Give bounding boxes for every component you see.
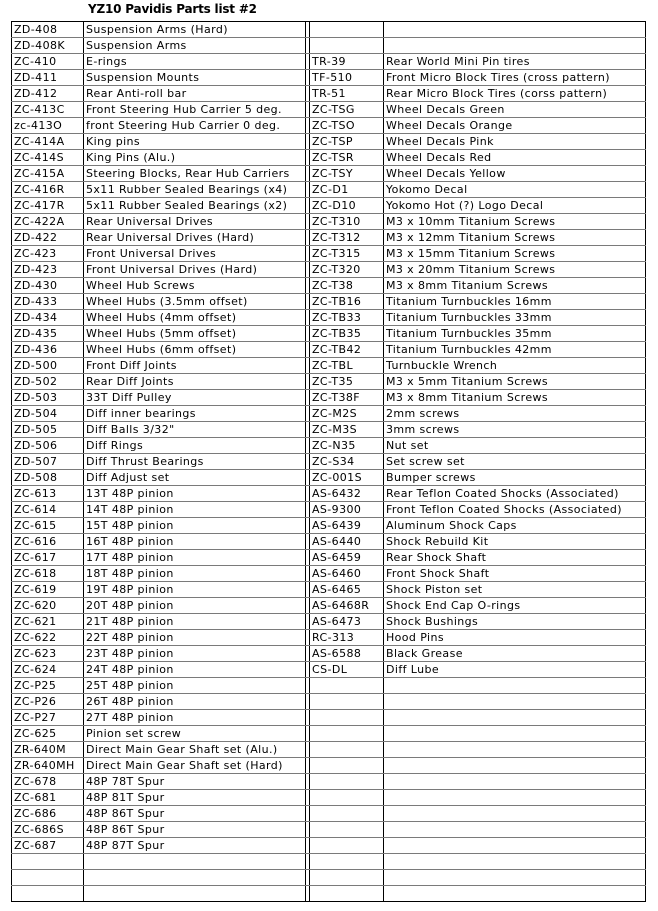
part-description: 33T Diff Pulley — [84, 390, 306, 406]
table-row — [12, 790, 646, 806]
table-row — [12, 470, 646, 486]
part-number: AS-6440 — [310, 534, 384, 550]
part-number: ZC-TB33 — [310, 310, 384, 326]
part-description: M3 x 20mm Titanium Screws — [384, 262, 646, 278]
table-row — [12, 422, 646, 438]
part-number: ZC-T35 — [310, 374, 384, 390]
part-description: Bumper screws — [384, 470, 646, 486]
part-description: Titanium Turnbuckles 16mm — [384, 294, 646, 310]
part-number: ZC-614 — [12, 502, 84, 518]
part-number: ZC-624 — [12, 662, 84, 678]
part-description: 13T 48P pinion — [84, 486, 306, 502]
part-number: ZD-408K — [12, 38, 84, 54]
part-number — [12, 854, 84, 870]
part-description: 48P 81T Spur — [84, 790, 306, 806]
part-number: ZC-686S — [12, 822, 84, 838]
part-description: King Pins (Alu.) — [84, 150, 306, 166]
part-number: TR-51 — [310, 86, 384, 102]
part-description: 23T 48P pinion — [84, 646, 306, 662]
part-description — [384, 38, 646, 54]
part-number — [310, 678, 384, 694]
part-number — [310, 22, 384, 38]
part-number: ZC-414A — [12, 134, 84, 150]
part-number: ZD-430 — [12, 278, 84, 294]
table-row — [12, 646, 646, 662]
part-number: ZC-M2S — [310, 406, 384, 422]
part-description: 26T 48P pinion — [84, 694, 306, 710]
part-description: 21T 48P pinion — [84, 614, 306, 630]
part-description: M3 x 8mm Titanium Screws — [384, 278, 646, 294]
part-description: Shock Piston set — [384, 582, 646, 598]
table-row — [12, 294, 646, 310]
part-description: Nut set — [384, 438, 646, 454]
part-number: ZC-D1 — [310, 182, 384, 198]
part-number: ZD-423 — [12, 262, 84, 278]
part-number — [310, 758, 384, 774]
part-description: Pinion set screw — [84, 726, 306, 742]
part-number: AS-9300 — [310, 502, 384, 518]
part-description: King pins — [84, 134, 306, 150]
part-description: Rear Micro Block Tires (corss pattern) — [384, 86, 646, 102]
part-number: ZC-TSY — [310, 166, 384, 182]
table-row — [12, 406, 646, 422]
part-description: 17T 48P pinion — [84, 550, 306, 566]
part-description — [384, 854, 646, 870]
table-row — [12, 854, 646, 870]
part-description: 22T 48P pinion — [84, 630, 306, 646]
part-number: ZC-S34 — [310, 454, 384, 470]
part-description: 20T 48P pinion — [84, 598, 306, 614]
part-number: ZC-P25 — [12, 678, 84, 694]
table-row — [12, 614, 646, 630]
part-number: ZC-625 — [12, 726, 84, 742]
part-description: M3 x 12mm Titanium Screws — [384, 230, 646, 246]
part-number — [310, 822, 384, 838]
part-number: ZC-T38F — [310, 390, 384, 406]
part-description: Diff Adjust set — [84, 470, 306, 486]
part-number: ZD-434 — [12, 310, 84, 326]
part-description: 18T 48P pinion — [84, 566, 306, 582]
part-description: Steering Blocks, Rear Hub Carriers — [84, 166, 306, 182]
part-description: 5x11 Rubber Sealed Bearings (x2) — [84, 198, 306, 214]
part-number — [310, 726, 384, 742]
part-description: front Steering Hub Carrier 0 deg. — [84, 118, 306, 134]
part-number: ZC-TB42 — [310, 342, 384, 358]
table-row — [12, 38, 646, 54]
part-number — [310, 790, 384, 806]
part-description: Titanium Turnbuckles 33mm — [384, 310, 646, 326]
part-number — [310, 742, 384, 758]
table-row — [12, 278, 646, 294]
table-row — [12, 454, 646, 470]
part-number: ZC-619 — [12, 582, 84, 598]
part-description: Front Micro Block Tires (cross pattern) — [384, 70, 646, 86]
part-number: ZC-678 — [12, 774, 84, 790]
part-number: ZD-433 — [12, 294, 84, 310]
part-description: Suspension Mounts — [84, 70, 306, 86]
part-number: ZC-T320 — [310, 262, 384, 278]
table-row — [12, 822, 646, 838]
part-description — [384, 774, 646, 790]
part-number: ZD-408 — [12, 22, 84, 38]
part-description — [384, 758, 646, 774]
part-description — [84, 870, 306, 886]
part-number: ZC-413C — [12, 102, 84, 118]
part-number: ZD-435 — [12, 326, 84, 342]
part-number: AS-6465 — [310, 582, 384, 598]
part-number: ZC-TSG — [310, 102, 384, 118]
part-description: Shock End Cap O-rings — [384, 598, 646, 614]
table-row — [12, 214, 646, 230]
part-description: Diff inner bearings — [84, 406, 306, 422]
part-number: ZD-412 — [12, 86, 84, 102]
part-description: Front Diff Joints — [84, 358, 306, 374]
part-description — [384, 742, 646, 758]
part-number: CS-DL — [310, 662, 384, 678]
part-description: Wheel Hubs (6mm offset) — [84, 342, 306, 358]
table-row — [12, 326, 646, 342]
table-row — [12, 566, 646, 582]
part-number: ZR-640MH — [12, 758, 84, 774]
part-number: AS-6588 — [310, 646, 384, 662]
table-row — [12, 758, 646, 774]
table-row — [12, 166, 646, 182]
part-number: ZD-502 — [12, 374, 84, 390]
table-row — [12, 230, 646, 246]
table-row — [12, 678, 646, 694]
table-row — [12, 262, 646, 278]
table-row — [12, 22, 646, 38]
table-row — [12, 518, 646, 534]
part-number: ZC-001S — [310, 470, 384, 486]
part-number: ZC-616 — [12, 534, 84, 550]
table-row — [12, 182, 646, 198]
table-row — [12, 534, 646, 550]
part-description: Wheel Decals Red — [384, 150, 646, 166]
part-number: ZC-687 — [12, 838, 84, 854]
table-row — [12, 774, 646, 790]
table-row — [12, 870, 646, 886]
page-title: YZ10 Pavidis Parts list #2 — [88, 2, 257, 16]
part-description: Suspension Arms (Hard) — [84, 22, 306, 38]
part-description — [384, 694, 646, 710]
part-number: ZC-P27 — [12, 710, 84, 726]
parts-table — [11, 21, 646, 902]
part-description: Diff Rings — [84, 438, 306, 454]
part-number: ZC-T38 — [310, 278, 384, 294]
part-number: RC-313 — [310, 630, 384, 646]
part-description: Hood Pins — [384, 630, 646, 646]
part-number: ZR-640M — [12, 742, 84, 758]
part-number: AS-6439 — [310, 518, 384, 534]
table-row — [12, 310, 646, 326]
part-number: ZD-505 — [12, 422, 84, 438]
part-description — [384, 870, 646, 886]
part-number: ZD-508 — [12, 470, 84, 486]
part-number — [310, 774, 384, 790]
part-number: AS-6432 — [310, 486, 384, 502]
part-number: ZC-T312 — [310, 230, 384, 246]
part-number: ZC-T315 — [310, 246, 384, 262]
part-description: Rear Diff Joints — [84, 374, 306, 390]
part-description: Rear Universal Drives (Hard) — [84, 230, 306, 246]
table-row — [12, 70, 646, 86]
part-number: TR-39 — [310, 54, 384, 70]
part-description: Yokomo Decal — [384, 182, 646, 198]
table-row — [12, 246, 646, 262]
part-number: ZC-415A — [12, 166, 84, 182]
part-description: 14T 48P pinion — [84, 502, 306, 518]
part-number: ZC-613 — [12, 486, 84, 502]
part-number — [310, 38, 384, 54]
part-description — [84, 886, 306, 902]
part-number: TF-510 — [310, 70, 384, 86]
part-description — [384, 22, 646, 38]
part-number — [310, 854, 384, 870]
part-number: ZC-622 — [12, 630, 84, 646]
part-description: M3 x 15mm Titanium Screws — [384, 246, 646, 262]
table-row — [12, 806, 646, 822]
part-description: Wheel Hub Screws — [84, 278, 306, 294]
part-number — [310, 886, 384, 902]
part-description: 19T 48P pinion — [84, 582, 306, 598]
part-description: M3 x 10mm Titanium Screws — [384, 214, 646, 230]
part-description: Wheel Hubs (3.5mm offset) — [84, 294, 306, 310]
part-description: Set screw set — [384, 454, 646, 470]
part-number: AS-6459 — [310, 550, 384, 566]
part-description: Rear Shock Shaft — [384, 550, 646, 566]
part-number: AS-6460 — [310, 566, 384, 582]
part-description: Wheel Hubs (4mm offset) — [84, 310, 306, 326]
part-description: Wheel Decals Orange — [384, 118, 646, 134]
part-number — [12, 886, 84, 902]
part-number: ZC-TSR — [310, 150, 384, 166]
part-description: 15T 48P pinion — [84, 518, 306, 534]
part-number: ZC-423 — [12, 246, 84, 262]
part-description: Diff Balls 3/32" — [84, 422, 306, 438]
part-description — [384, 678, 646, 694]
part-description: Shock Bushings — [384, 614, 646, 630]
table-row — [12, 710, 646, 726]
part-description: 48P 86T Spur — [84, 806, 306, 822]
table-row — [12, 662, 646, 678]
part-number: ZC-620 — [12, 598, 84, 614]
table-row — [12, 374, 646, 390]
part-description: Titanium Turnbuckles 35mm — [384, 326, 646, 342]
part-description — [384, 790, 646, 806]
part-description: Suspension Arms — [84, 38, 306, 54]
part-description: 48P 78T Spur — [84, 774, 306, 790]
part-number — [310, 694, 384, 710]
part-number: ZC-N35 — [310, 438, 384, 454]
part-number — [310, 838, 384, 854]
part-number: ZC-TSO — [310, 118, 384, 134]
table-row — [12, 502, 646, 518]
table-row — [12, 550, 646, 566]
part-description: E-rings — [84, 54, 306, 70]
table-row — [12, 134, 646, 150]
table-row — [12, 358, 646, 374]
part-description: Rear World Mini Pin tires — [384, 54, 646, 70]
part-description: Front Teflon Coated Shocks (Associated) — [384, 502, 646, 518]
part-number: ZC-617 — [12, 550, 84, 566]
part-number: ZD-506 — [12, 438, 84, 454]
part-description — [384, 838, 646, 854]
part-description: Direct Main Gear Shaft set (Alu.) — [84, 742, 306, 758]
part-number — [310, 806, 384, 822]
table-row — [12, 598, 646, 614]
part-number: ZC-621 — [12, 614, 84, 630]
part-description — [384, 806, 646, 822]
table-row — [12, 390, 646, 406]
part-description: Titanium Turnbuckles 42mm — [384, 342, 646, 358]
part-number — [310, 710, 384, 726]
part-description: Shock Rebuild Kit — [384, 534, 646, 550]
table-row — [12, 150, 646, 166]
part-number: ZD-436 — [12, 342, 84, 358]
part-number: AS-6468R — [310, 598, 384, 614]
table-row — [12, 630, 646, 646]
table-row — [12, 886, 646, 902]
part-description: 3mm screws — [384, 422, 646, 438]
part-description: Front Shock Shaft — [384, 566, 646, 582]
part-description: Rear Teflon Coated Shocks (Associated) — [384, 486, 646, 502]
part-description: 25T 48P pinion — [84, 678, 306, 694]
table-row — [12, 438, 646, 454]
table-row — [12, 118, 646, 134]
part-description: Diff Lube — [384, 662, 646, 678]
part-number: ZD-503 — [12, 390, 84, 406]
part-description: Black Grease — [384, 646, 646, 662]
part-description: 48P 86T Spur — [84, 822, 306, 838]
part-description — [384, 710, 646, 726]
part-number — [12, 870, 84, 886]
table-row — [12, 742, 646, 758]
part-number: zc-413O — [12, 118, 84, 134]
part-description: Wheel Decals Pink — [384, 134, 646, 150]
part-number: ZC-416R — [12, 182, 84, 198]
part-description: 48P 87T Spur — [84, 838, 306, 854]
part-number: ZC-615 — [12, 518, 84, 534]
part-number: ZC-TB16 — [310, 294, 384, 310]
part-number: ZC-TBL — [310, 358, 384, 374]
part-description: Yokomo Hot (?) Logo Decal — [384, 198, 646, 214]
part-description: Aluminum Shock Caps — [384, 518, 646, 534]
part-number: ZC-422A — [12, 214, 84, 230]
part-description: Wheel Decals Green — [384, 102, 646, 118]
part-number — [310, 870, 384, 886]
part-description: Rear Anti-roll bar — [84, 86, 306, 102]
table-row — [12, 838, 646, 854]
part-description: Front Universal Drives — [84, 246, 306, 262]
table-row — [12, 102, 646, 118]
part-number: ZC-623 — [12, 646, 84, 662]
part-description: Wheel Hubs (5mm offset) — [84, 326, 306, 342]
part-description: Front Steering Hub Carrier 5 deg. — [84, 102, 306, 118]
part-number: ZC-T310 — [310, 214, 384, 230]
part-number: ZD-422 — [12, 230, 84, 246]
table-row — [12, 486, 646, 502]
part-number: ZC-TB35 — [310, 326, 384, 342]
part-description: Diff Thrust Bearings — [84, 454, 306, 470]
part-description: M3 x 5mm Titanium Screws — [384, 374, 646, 390]
part-description: Wheel Decals Yellow — [384, 166, 646, 182]
part-number: ZC-618 — [12, 566, 84, 582]
part-number: ZC-681 — [12, 790, 84, 806]
part-description: Front Universal Drives (Hard) — [84, 262, 306, 278]
part-number: AS-6473 — [310, 614, 384, 630]
part-description: 2mm screws — [384, 406, 646, 422]
part-number: ZD-411 — [12, 70, 84, 86]
part-description: Turnbuckle Wrench — [384, 358, 646, 374]
part-number: ZD-504 — [12, 406, 84, 422]
table-row — [12, 198, 646, 214]
part-description: Direct Main Gear Shaft set (Hard) — [84, 758, 306, 774]
part-description: 16T 48P pinion — [84, 534, 306, 550]
part-number: ZD-507 — [12, 454, 84, 470]
table-row — [12, 694, 646, 710]
part-number: ZC-P26 — [12, 694, 84, 710]
table-row — [12, 342, 646, 358]
part-number: ZC-M3S — [310, 422, 384, 438]
part-number: ZC-417R — [12, 198, 84, 214]
table-row — [12, 86, 646, 102]
part-number: ZC-414S — [12, 150, 84, 166]
part-number: ZC-TSP — [310, 134, 384, 150]
part-description — [384, 726, 646, 742]
part-description: 5x11 Rubber Sealed Bearings (x4) — [84, 182, 306, 198]
part-description: M3 x 8mm Titanium Screws — [384, 390, 646, 406]
table-row — [12, 582, 646, 598]
part-description: Rear Universal Drives — [84, 214, 306, 230]
part-description — [84, 854, 306, 870]
part-number: ZC-D10 — [310, 198, 384, 214]
part-description: 27T 48P pinion — [84, 710, 306, 726]
part-description — [384, 886, 646, 902]
part-description — [384, 822, 646, 838]
table-row — [12, 726, 646, 742]
part-description: 24T 48P pinion — [84, 662, 306, 678]
part-number: ZC-410 — [12, 54, 84, 70]
part-number: ZD-500 — [12, 358, 84, 374]
part-number: ZC-686 — [12, 806, 84, 822]
table-row — [12, 54, 646, 70]
